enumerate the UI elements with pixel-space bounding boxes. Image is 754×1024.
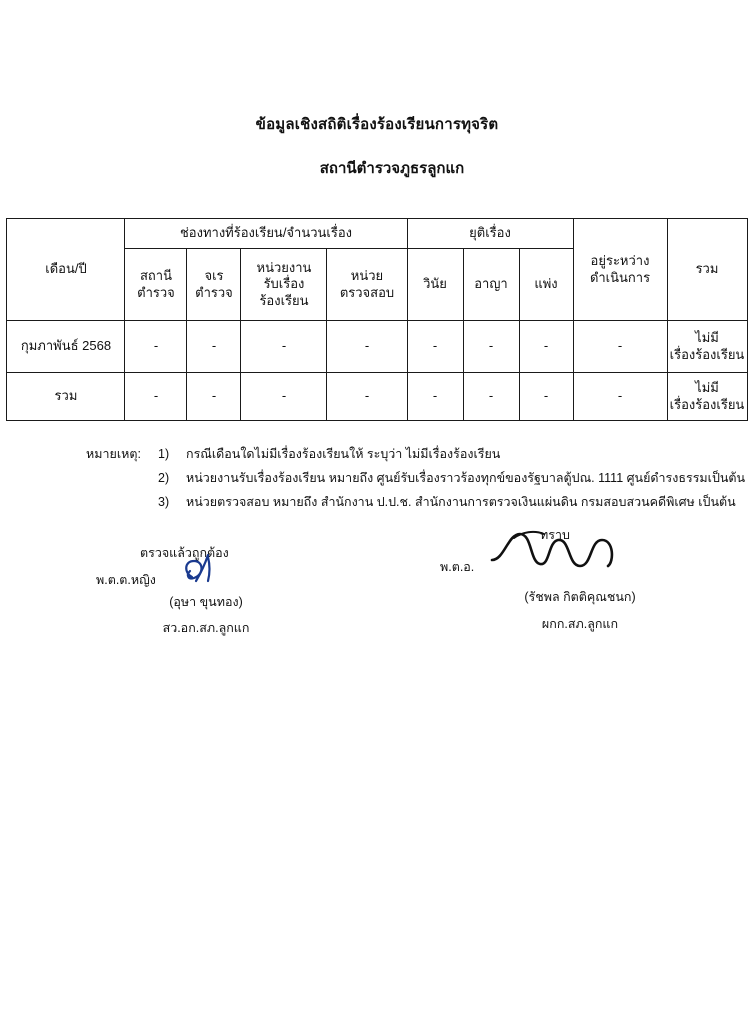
signature-line-left [96, 567, 316, 589]
header-in-progress [573, 219, 667, 321]
note-number: 1) [158, 447, 170, 461]
acknowledge-text: ทราบ [540, 528, 570, 543]
note-text: กรณีเดือนใดไม่มีเรื่องร้องเรียนให้ ระบุว่า ไม่มีเรื่องร้องเรียน [186, 447, 501, 461]
header-channels: ช่องทางที่ร้องเรียน/จำนวนเรื่อง [125, 219, 407, 249]
signer-position-right: ผกก.สภ.ลูกแก [541, 616, 619, 631]
cell-criminal: - [463, 373, 519, 421]
note-number: 2) [158, 470, 170, 485]
header-criminal: อาญา [463, 249, 519, 321]
header-patrol [187, 249, 241, 321]
cell-discipline: - [407, 373, 463, 421]
header-in-progress-line2: ดำเนินการ [589, 269, 651, 285]
cell-patrol: - [187, 321, 241, 373]
note-item [86, 491, 754, 515]
header-agency-line2: รับเรื่อง [263, 276, 305, 292]
header-station [125, 249, 187, 321]
header-patrol-line2: ตำรวจ [195, 284, 233, 300]
header-inspection-line1: หน่วย [350, 268, 384, 284]
note-text: หน่วยงานรับเรื่องร้องเรียน หมายถึง ศูนย์รับเรื่องราวร้องทุกข์ของรัฐบาลตู้ปณ. 1111 ศูนย์ดำรงธรรมเป็นต้น [186, 470, 746, 485]
cell-discipline: - [407, 321, 463, 373]
cell-inspection: - [327, 321, 407, 373]
verified-text: ตรวจแล้วถูกต้อง [140, 546, 229, 561]
note-item [86, 467, 754, 491]
cell-station: - [125, 373, 187, 421]
cell-total-line1: ไม่มี [695, 380, 719, 396]
header-station-line1: สถานี [139, 268, 172, 284]
cell-total-line1: ไม่มี [695, 330, 719, 346]
cell-patrol: - [187, 373, 241, 421]
cell-total-line2: เรื่องร้องเรียน [669, 396, 745, 412]
note-number: 3) [158, 494, 170, 509]
cell-criminal: - [463, 321, 519, 373]
notes-section [0, 443, 754, 514]
cell-in-progress: - [573, 373, 667, 421]
header-station-line2: ตำรวจ [137, 284, 175, 300]
signer-position-left: สว.อก.สภ.ลูกแก [162, 620, 250, 635]
header-inspection [327, 249, 407, 321]
note-text: หน่วยตรวจสอบ หมายถึง สำนักงาน ป.ป.ช. สำนักงานการตรวจเงินแผ่นดิน กรมสอบสวนคดีพิเศษ เป็นต้น [186, 494, 736, 509]
page-title: ข้อมูลเชิงสถิติเรื่องร้องเรียนการทุจริต [255, 116, 499, 133]
cell-civil: - [519, 373, 573, 421]
header-agency-line1: หน่วยงาน [256, 260, 312, 276]
notes-label: หมายเหตุ: [86, 447, 141, 461]
header-settled: ยุติเรื่อง [407, 219, 573, 249]
cell-inspection: - [327, 373, 407, 421]
header-civil: แพ่ง [519, 249, 573, 321]
header-in-progress-line1: อยู่ระหว่าง [590, 253, 650, 269]
signer-name-right: (รัชพล กิตติคุณชนก) [524, 590, 636, 605]
note-item [86, 443, 754, 467]
cell-total [667, 373, 747, 421]
table-row [7, 373, 747, 421]
table-header-group-row [7, 219, 747, 249]
cell-total-line2: เรื่องร้องเรียน [669, 346, 745, 362]
header-discipline: วินัย [407, 249, 463, 321]
signature-block-right [440, 528, 720, 637]
cell-in-progress: - [573, 321, 667, 373]
cell-total [667, 321, 747, 373]
rank-right: พ.ต.อ. [440, 560, 475, 575]
header-agency [241, 249, 327, 321]
cell-month: กุมภาพันธ์ 2568 [7, 321, 125, 373]
header-total: รวม [667, 219, 747, 321]
header-inspection-line2: ตรวจสอบ [339, 284, 395, 300]
header-patrol-line1: จเร [204, 268, 224, 284]
rank-left: พ.ต.ต.หญิง [96, 572, 156, 587]
cell-agency: - [241, 321, 327, 373]
header-month: เดือน/ปี [7, 219, 125, 321]
table-row [7, 321, 747, 373]
cell-agency: - [241, 373, 327, 421]
cell-month: รวม [7, 373, 125, 421]
signer-name-left: (อุษา ขุนทอง) [169, 594, 243, 609]
signature-area [0, 528, 754, 700]
header-agency-line3: ร้องเรียน [259, 292, 309, 308]
cell-civil: - [519, 321, 573, 373]
page-subtitle: สถานีตำรวจภูธรลูกแก [319, 160, 465, 177]
signature-block-left [96, 540, 316, 641]
complaint-statistics-table [6, 218, 747, 421]
cell-station: - [125, 321, 187, 373]
signature-line-right [440, 528, 720, 575]
title-block [0, 0, 754, 180]
